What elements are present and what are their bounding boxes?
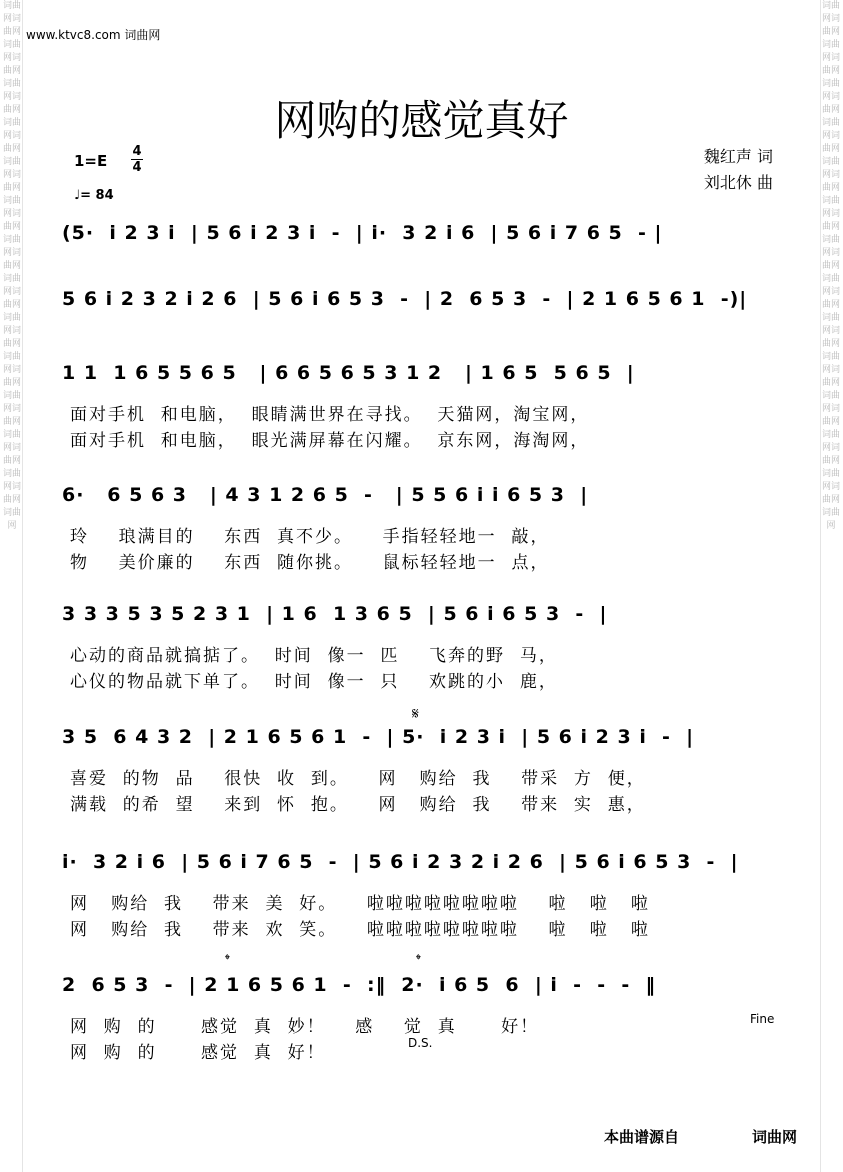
tempo-marking: ♩= 84 xyxy=(74,188,114,203)
time-signature xyxy=(131,144,143,175)
notation-line: 6· 6 5 6 3 | 4 3 1 2 6 5 - | 5 5 6 i i 6 5 3 | xyxy=(62,484,589,506)
song-title: 网购的感觉真好 xyxy=(274,96,569,145)
lyrics-verse-1: 玲 琅满目的 东西 真不少。 手指轻轻地一 敲， xyxy=(70,527,550,547)
lyrics-verse-1: 网 购 的 感觉 真 妙！ 感 觉 真 好！ xyxy=(70,1017,540,1037)
source-label: 本曲谱源自 xyxy=(604,1128,680,1146)
lyrics-verse-2: 物 美价廉的 东西 随你挑。 鼠标轻轻地一 点， xyxy=(70,553,550,573)
lyrics-verse-2: 心仪的物品就下单了。 时间 像一 只 欢跳的小 鹿， xyxy=(70,672,558,692)
coda-icon: 𝄌 xyxy=(225,952,230,968)
credits xyxy=(704,144,773,196)
notation-line: i· 3 2 i 6 | 5 6 i 7 6 5 - | 5 6 i 2 3 2 i 2 6 | 5 6 i 6 5 3 - | xyxy=(62,851,739,873)
site-url: www.ktvc8.com 词曲网 xyxy=(26,28,161,42)
notation-line: (5· i 2 3 i | 5 6 i 2 3 i - | i· 3 2 i 6 | 5 6 i 7 6 5 - | xyxy=(62,222,663,244)
time-signature-top: 4 xyxy=(132,144,142,159)
lyrics-verse-2: 面对手机 和电脑， 眼光满屏幕在闪耀。 京东网，海淘网， xyxy=(70,431,590,451)
lyrics-verse-1: 面对手机 和电脑， 眼睛满世界在寻找。 天猫网，淘宝网， xyxy=(70,405,590,425)
time-signature-bottom: 4 xyxy=(132,160,142,175)
lyricist: 魏红声 词 xyxy=(703,147,773,166)
lyrics-verse-1: 网 购给 我 带来 美 好。 啦啦啦啦啦啦啦啦 啦 啦 啦 xyxy=(70,894,650,914)
notation-line: 1 1 1 6 5 5 6 5 | 6 6 5 6 5 3 1 2 | 1 6 5 5 6 5 | xyxy=(62,362,635,384)
brand-logo[interactable]: 词曲网 xyxy=(752,1128,798,1146)
lyrics-verse-1: 心动的商品就搞掂了。 时间 像一 匹 飞奔的野 马， xyxy=(70,646,558,666)
composer: 刘北休 曲 xyxy=(703,173,773,192)
lyrics-verse-2: 满载 的希 望 来到 怀 抱。 网 购给 我 带来 实 惠， xyxy=(70,795,646,815)
lyrics-verse-2: 网 购 的 感觉 真 好！ xyxy=(70,1043,326,1063)
notation-line: 5 6 i 2 3 2 i 2 6 | 5 6 i 6 5 3 - | 2 6 5 3 - | 2 1 6 5 6 1 -)| xyxy=(62,288,748,310)
key-signature: 1=E xyxy=(74,152,108,170)
notation-line: 3 3 3 5 3 5 2 3 1 | 1 6 1 3 6 5 | 5 6 i 6 5 3 - | xyxy=(62,603,608,625)
watermark-left: 词曲网词曲网词曲网词曲网词曲网词曲网词曲网词曲网词曲网词曲网词曲网词曲网词曲网词曲网词曲网词曲网词曲网词曲网词曲网词曲网词曲网词曲网词曲网词曲网词曲网词曲网词曲网 xyxy=(2,0,23,1172)
fine-mark: Fine xyxy=(750,1012,775,1026)
watermark-right: 词曲网词曲网词曲网词曲网词曲网词曲网词曲网词曲网词曲网词曲网词曲网词曲网词曲网词曲网词曲网词曲网词曲网词曲网词曲网词曲网词曲网词曲网词曲网词曲网词曲网词曲网词曲网 xyxy=(820,0,841,1172)
ds-mark: D.S. xyxy=(408,1036,433,1050)
lyrics-verse-2: 网 购给 我 带来 欢 笑。 啦啦啦啦啦啦啦啦 啦 啦 啦 xyxy=(70,920,650,940)
notation-line: 2 6 5 3 - | 2 1 6 5 6 1 - :‖ 2· i 6 5 6 | i - - - ‖ xyxy=(62,974,656,996)
lyrics-verse-1: 喜爱 的物 品 很快 收 到。 网 购给 我 带采 方 便， xyxy=(70,769,646,789)
segno-icon: 𝄋 xyxy=(412,704,419,723)
coda-icon: 𝄌 xyxy=(416,952,421,968)
notation-line: 3 5 6 4 3 2 | 2 1 6 5 6 1 - | 5· i 2 3 i | 5 6 i 2 3 i - | xyxy=(62,726,695,748)
